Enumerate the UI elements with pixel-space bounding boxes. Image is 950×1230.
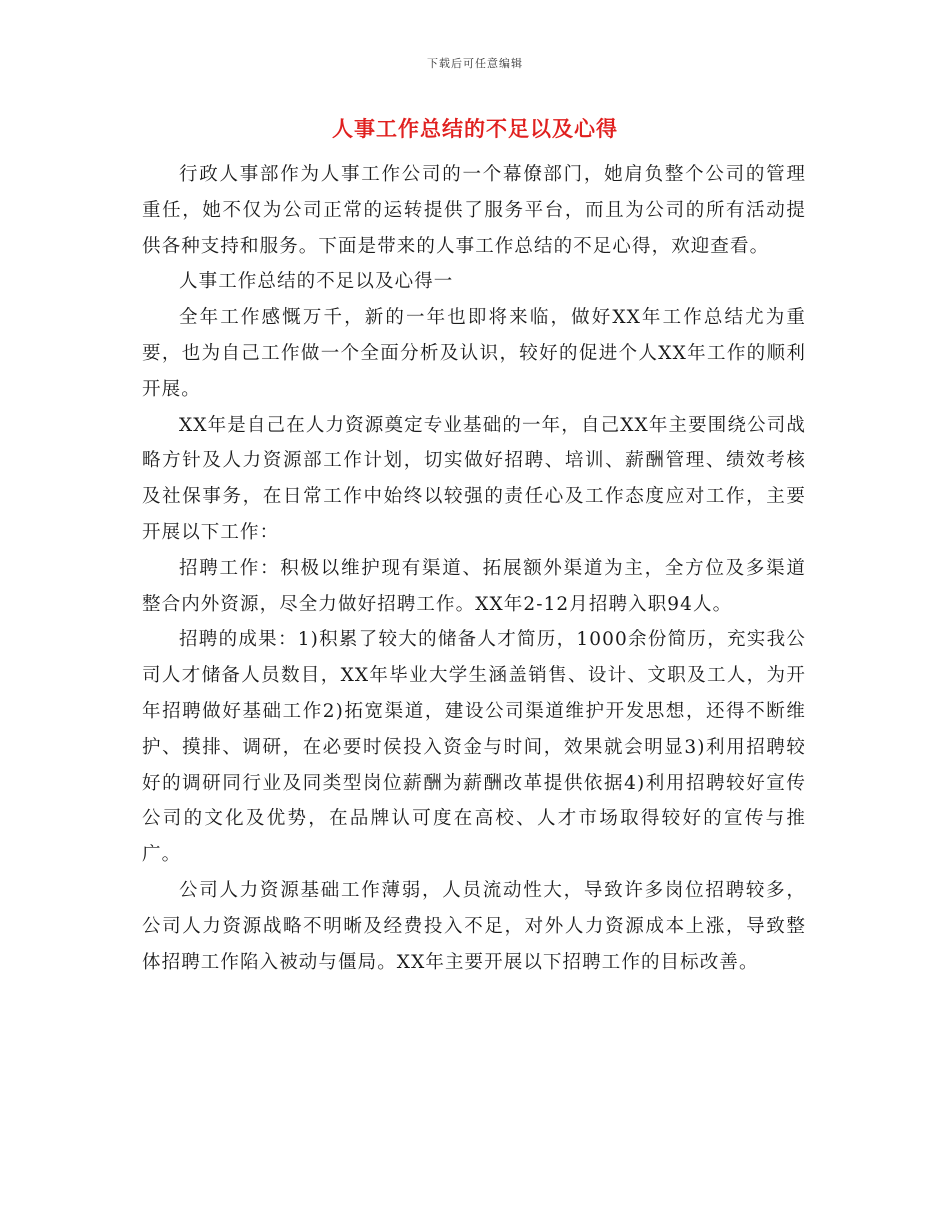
paragraph-overview: 全年工作感慨万千，新的一年也即将来临，做好XX年工作总结尤为重要，也为自己工作做一个全面分析及认识，较好的促进个人XX年工作的顺利开展。 <box>142 307 806 400</box>
paragraph-recruitment-results: 招聘的成果：1)积累了较大的储备人才简历，1000余份简历，充实我公司人才储备人员数目，XX年毕业大学生涵盖销售、设计、文职及工人，为开年招聘做好基础工作2)拓宽渠道，建设公司渠道维护开发思想，还得不断维护、摸排、调研，在必要时侯投入资金与时间，效果就会明显3)利用招聘较好的调研同行业及同类型岗位薪酬为薪酬改革提供依据4)利用招聘较好宣传公司的文化及优势，在品牌认可度在高校、人才市场取得较好的宣传与推广。 <box>142 629 806 866</box>
paragraph-intro: 行政人事部作为人事工作公司的一个幕僚部门，她肩负整个公司的管理重任，她不仅为公司正常的运转提供了服务平台，而且为公司的所有活动提供各种支持和服务。下面是带来的人事工作总结的不足心得，欢迎查看。 <box>142 164 806 257</box>
document-title: 人事工作总结的不足以及心得 <box>332 116 618 141</box>
paragraph-recruitment: 招聘工作：积极以维护现有渠道、拓展额外渠道为主，全方位及多渠道整合内外资源，尽全力做好招聘工作。XX年2-12月招聘入职94人。 <box>142 557 806 615</box>
paragraph-year-focus: XX年是自己在人力资源奠定专业基础的一年，自己XX年主要围绕公司战略方针及人力资源部工作计划，切实做好招聘、培训、薪酬管理、绩效考核及社保事务，在日常工作中始终以较强的责任心及工作态度应对工作，主要开展以下工作： <box>142 414 806 543</box>
document-body <box>142 157 806 980</box>
header-note: 下载后可任意编辑 <box>427 57 523 70</box>
paragraph-section-heading: 人事工作总结的不足以及心得一 <box>179 271 454 293</box>
paragraph-problems: 公司人力资源基础工作薄弱，人员流动性大，导致许多岗位招聘较多，公司人力资源战略不明晰及经费投入不足，对外人力资源成本上涨，导致整体招聘工作陷入被动与僵局。XX年主要开展以下招聘工作的目标改善。 <box>142 879 806 973</box>
